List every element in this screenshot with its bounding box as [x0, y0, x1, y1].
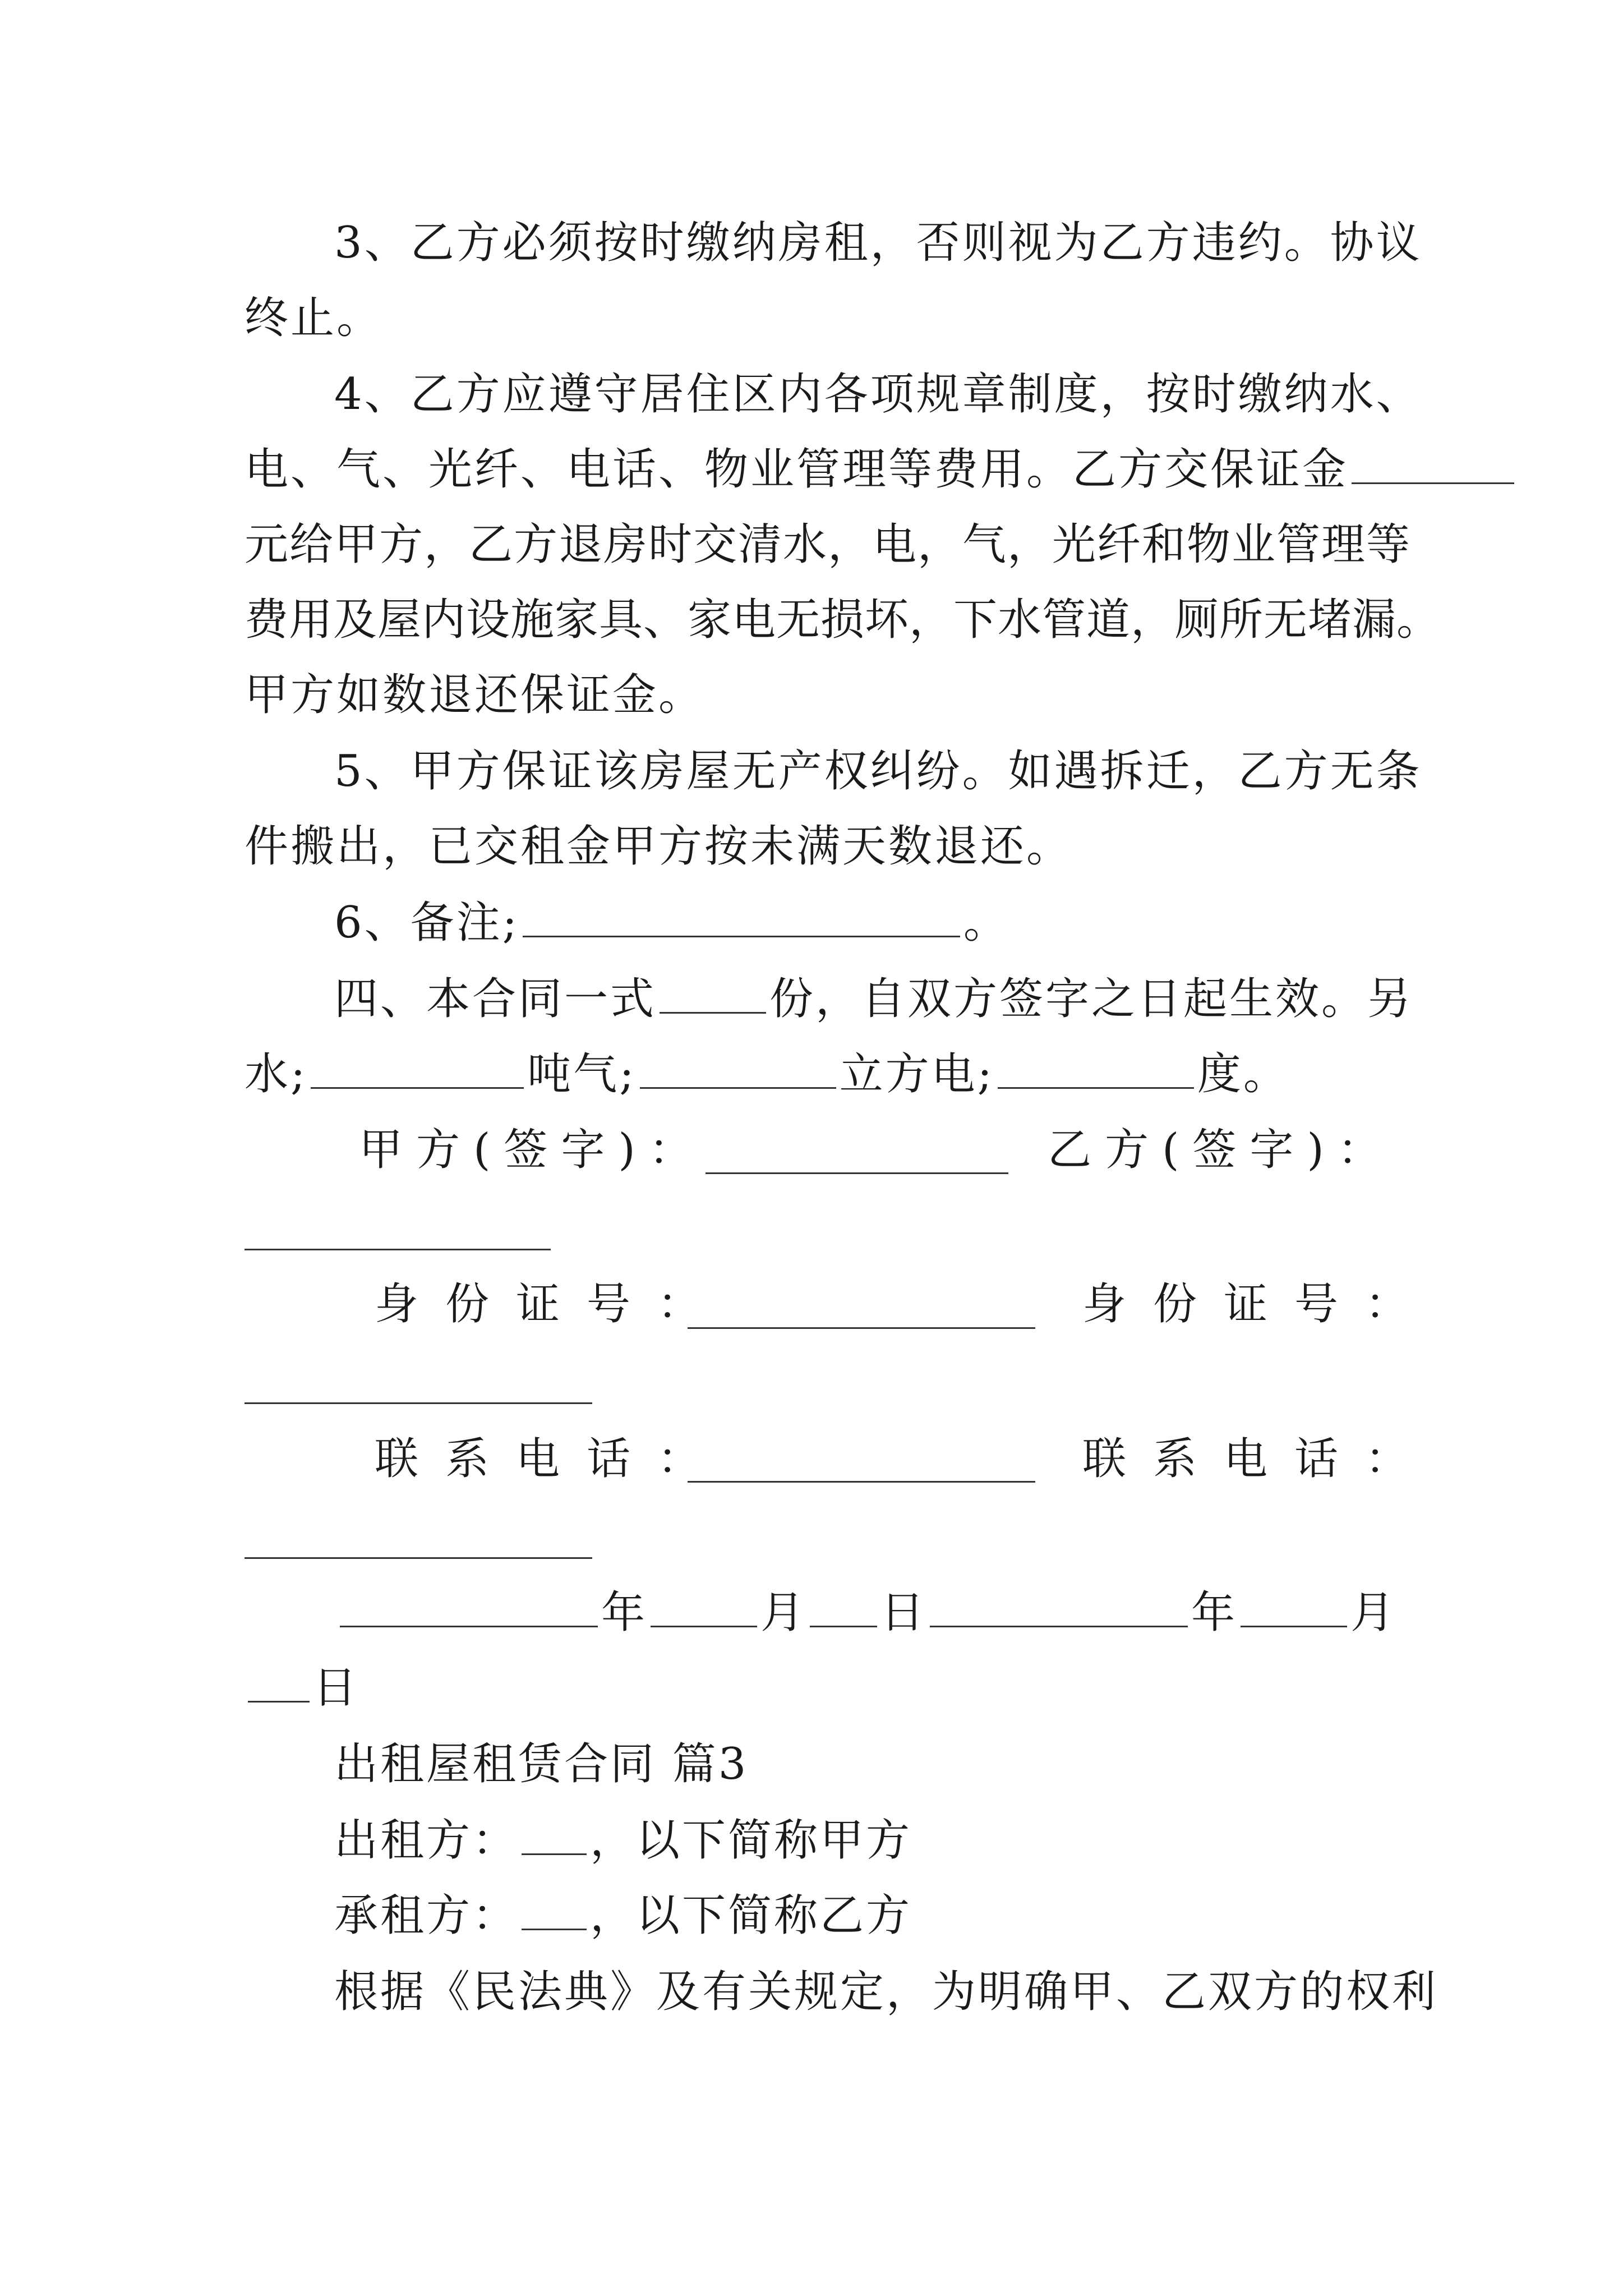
water-blank[interactable]: [311, 1052, 524, 1089]
clause-4-line-1: 4、乙方应遵守居住区内各项规章制度，按时缴纳水、: [334, 369, 1422, 420]
party-a-signature-label: 甲方(签字)：: [359, 1125, 706, 1175]
lessor-line: 出租方： ，以下简称甲方: [334, 1815, 912, 1866]
section-title: 出租屋租赁合同 篇3: [334, 1739, 749, 1789]
article-4-line-1: 四、本合同一式 份，自双方签字之日起生效。另: [334, 974, 1414, 1024]
party-a-phone-line[interactable]: [688, 1481, 1035, 1483]
signing-date-day-b: 日: [245, 1663, 359, 1713]
clause-3-line-2: 终止。: [245, 293, 383, 343]
party-b-phone-line[interactable]: [245, 1557, 592, 1559]
clause-6-remarks: 6、备注; 。: [334, 898, 1009, 948]
day-a-blank[interactable]: [810, 1591, 877, 1627]
year-a-blank[interactable]: [340, 1591, 598, 1627]
party-b-signature-label: 乙方(签字)：: [1048, 1125, 1395, 1175]
party-a-id-label: 身份证号：: [375, 1279, 728, 1329]
party-b-phone-label: 联系电话：: [1082, 1434, 1436, 1484]
party-b-id-label: 身份证号：: [1082, 1279, 1436, 1329]
intro-paragraph: 根据《民法典》及有关规定，为明确甲、乙双方的权利: [334, 1967, 1438, 2017]
lessor-name-blank[interactable]: [522, 1819, 587, 1855]
remarks-blank[interactable]: [523, 901, 960, 937]
party-a-id-line[interactable]: [688, 1327, 1035, 1329]
day-b-blank[interactable]: [248, 1666, 310, 1703]
party-a-signature-line[interactable]: [706, 1172, 1008, 1174]
clause-4-line-3: 元给甲方，乙方退房时交清水，电，气，光纤和物业管理等: [245, 519, 1412, 570]
lessee-line: 承租方： ，以下简称乙方: [334, 1890, 912, 1941]
clause-3-line-1: 3、乙方必须按时缴纳房租，否则视为乙方违约。协议: [334, 218, 1422, 268]
party-b-signature-line[interactable]: [245, 1249, 551, 1250]
clause-5-line-2: 件搬出，已交租金甲方按未满天数退还。: [245, 821, 1073, 872]
deposit-blank[interactable]: [1352, 448, 1514, 484]
party-b-id-line[interactable]: [245, 1402, 592, 1404]
lessee-name-blank[interactable]: [522, 1894, 587, 1930]
month-a-blank[interactable]: [651, 1591, 757, 1627]
month-b-blank[interactable]: [1241, 1591, 1347, 1627]
gas-blank[interactable]: [640, 1052, 836, 1089]
meter-readings: 水; 吨气; 立方电; 度。: [245, 1049, 1289, 1099]
copies-blank[interactable]: [660, 977, 766, 1014]
clause-4-line-2: 电、气、光纤、电话、物业管理等费用。乙方交保证金: [245, 444, 1518, 495]
signing-date-line: 年 月 日 年 月: [336, 1588, 1396, 1638]
clause-5-line-1: 5、甲方保证该房屋无产权纠纷。如遇拆迁，乙方无条: [334, 746, 1422, 797]
clause-4-line-5: 甲方如数退还保证金。: [245, 670, 705, 720]
year-b-blank[interactable]: [930, 1591, 1188, 1627]
electricity-blank[interactable]: [998, 1052, 1194, 1089]
clause-4-line-4: 费用及屋内设施家具、家电无损坏，下水管道，厕所无堵漏。: [245, 595, 1441, 645]
party-a-phone-label: 联系电话：: [375, 1434, 728, 1484]
